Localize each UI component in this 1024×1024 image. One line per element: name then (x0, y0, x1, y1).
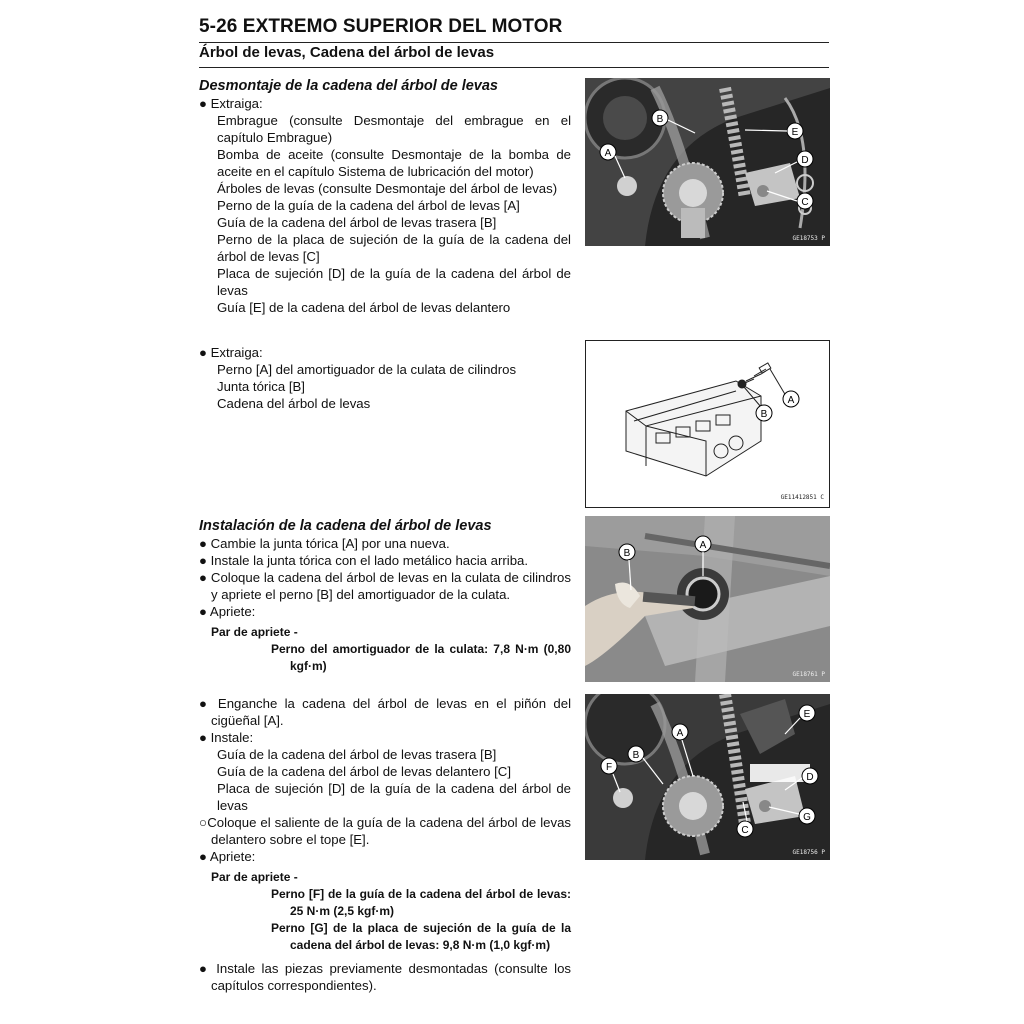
list-item: Perno de la guía de la cadena del árbol de levas [A] (217, 198, 520, 213)
fig4-label-b: B (632, 750, 640, 761)
list-item: ● Enganche la cadena del árbol de levas en el piñón del cigüeñal [A]. (199, 696, 571, 728)
torque-label: Par de apriete - (211, 625, 298, 639)
subtitle-rule (199, 67, 829, 68)
list-item: Perno de la placa de sujeción de la guía de la cadena del árbol de levas [C] (217, 232, 571, 264)
fig3-code: GE18761 P (792, 671, 825, 678)
figure-camshaft-chain-removal (585, 78, 830, 246)
fig4-label-e: E (803, 709, 811, 720)
list-item: Placa de sujeción [D] de la guía de la cadena del árbol de levas (217, 781, 571, 813)
page-subtitle: Árbol de levas, Cadena del árbol de levas (199, 44, 495, 61)
photo-chain-guide (585, 694, 830, 860)
list-item: Bomba de aceite (consulte Desmontaje de la bomba de aceite en el capítulo Sistema de lubricación del motor) (217, 147, 571, 179)
page-header: 5-26 EXTREMO SUPERIOR DEL MOTOR (199, 16, 563, 37)
list-item: Árboles de levas (consulte Desmontaje del árbol de levas) (217, 181, 558, 196)
figure-chain-guide-install (585, 694, 830, 860)
fig1-label-e: E (791, 127, 799, 138)
installation-title: Instalación de la cadena del árbol de levas (199, 518, 492, 534)
list-item: ● Coloque la cadena del árbol de levas en la culata de cilindros y apriete el perno [B] del amortiguador de la culata. (199, 570, 571, 602)
list-item: ● Apriete: (199, 849, 256, 864)
fig4-label-c: C (741, 825, 749, 836)
photo-engine-chain (585, 78, 830, 246)
list-item: Placa de sujeción [D] de la guía de la cadena del árbol de levas (217, 266, 571, 298)
figure-cylinder-head-drawing (585, 340, 830, 508)
drawing-cylinder-head (586, 341, 829, 507)
figure-damper-bolt (585, 516, 830, 682)
list-item: Cadena del árbol de levas (217, 396, 371, 411)
list-item: Guía de la cadena del árbol de levas trasera [B] (217, 215, 497, 230)
list-item: Guía [E] de la cadena del árbol de levas delantero (217, 300, 511, 315)
fig2-code: GE11412851 C (780, 494, 824, 501)
fig3-label-b: B (623, 548, 631, 559)
list-item: Junta tórica [B] (217, 379, 305, 394)
removal-step2 (199, 344, 571, 412)
list-item: ● Instale: (199, 730, 254, 745)
header-rule (199, 42, 829, 43)
fig4-label-d: D (806, 772, 814, 783)
list-item: ● Instale las piezas previamente desmontadas (consulte los capítulos correspondientes). (199, 961, 571, 993)
torque-spec: Perno [F] de la guía de la cadena del árbol de levas: 25 N·m (2,5 kgf·m) (271, 887, 571, 918)
removal-step1-bullet: ● Extraiga: (199, 96, 263, 111)
fig1-code: GE18753 P (792, 235, 825, 242)
list-item: Guía de la cadena del árbol de levas delantero [C] (217, 764, 511, 779)
list-item: ● Instale la junta tórica con el lado metálico hacia arriba. (199, 553, 529, 568)
removal-title: Desmontaje de la cadena del árbol de levas (199, 78, 498, 94)
torque-spec: Perno del amortiguador de la culata: 7,8 N·m (0,80 kgf·m) (271, 642, 571, 673)
list-item: Embrague (consulte Desmontaje del embrague en el capítulo Embrague) (217, 113, 571, 145)
fig2-label-a: A (787, 395, 795, 406)
fig4-label-f: F (605, 762, 613, 773)
fig3-label-a: A (699, 540, 707, 551)
fig1-label-a: A (604, 148, 612, 159)
removal-step2-bullet: ● Extraiga: (199, 345, 263, 360)
fig4-label-a: A (676, 728, 684, 739)
removal-section (199, 78, 571, 316)
fig4-label-g: G (803, 812, 811, 823)
installation-section (199, 518, 571, 675)
fig4-code: GE18756 P (792, 849, 825, 856)
list-item: ● Apriete: (199, 604, 256, 619)
circle-note: ○Coloque el saliente de la guía de la cadena del árbol de levas delantero sobre el tope [E]. (199, 815, 571, 847)
torque-spec: Perno [G] de la placa de sujeción de la guía de la cadena del árbol de levas: 9,8 N·m (1,0 kgf·m) (271, 921, 571, 952)
torque-label: Par de apriete - (211, 870, 298, 884)
photo-damper-bolt (585, 516, 830, 682)
fig1-label-b: B (656, 114, 664, 125)
fig2-label-b: B (760, 409, 768, 420)
fig1-label-d: D (801, 155, 809, 166)
list-item: Perno [A] del amortiguador de la culata de cilindros (217, 362, 517, 377)
installation-step2 (199, 695, 571, 994)
fig1-label-c: C (801, 197, 809, 208)
list-item: ● Cambie la junta tórica [A] por una nueva. (199, 536, 450, 551)
list-item: Guía de la cadena del árbol de levas trasera [B] (217, 747, 497, 762)
